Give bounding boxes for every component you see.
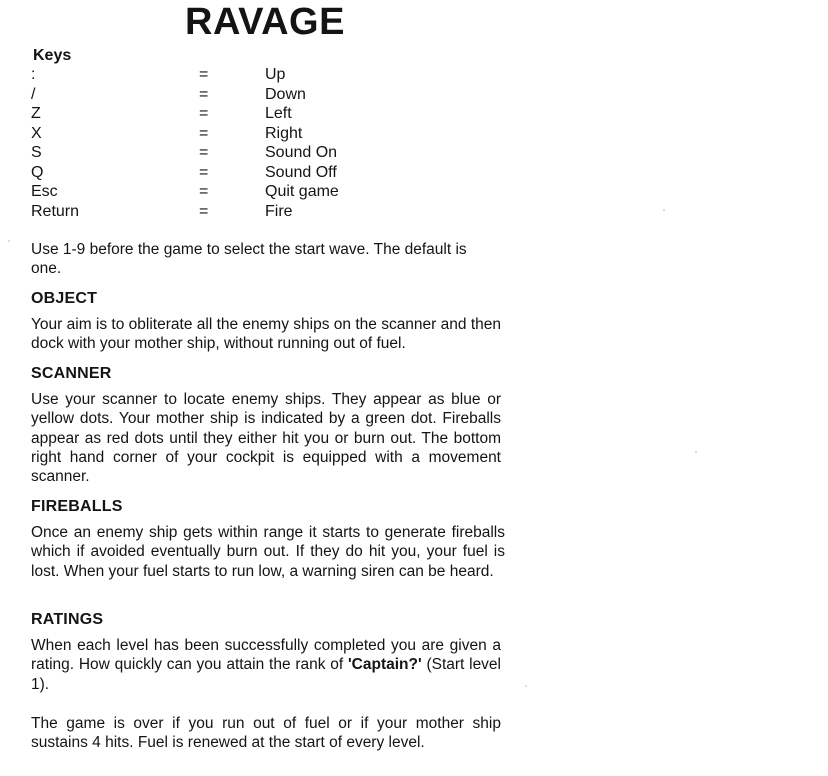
key-action: Left — [265, 105, 292, 122]
key-row — [31, 202, 431, 222]
ratings-text: When each level has been successfully completed you are given a rating. How quickly can you attain the rank of — [31, 637, 501, 674]
equals-sign: = — [199, 163, 209, 181]
ratings-text-end: (Start level 1). — [31, 656, 501, 693]
key-name: Esc — [31, 183, 58, 200]
fireballs-heading: FIREBALLS — [31, 498, 123, 515]
equals-sign: = — [199, 105, 209, 122]
key-row — [31, 143, 431, 163]
equals-sign: = — [199, 144, 209, 161]
key-row — [31, 124, 431, 144]
key-name: S — [31, 144, 42, 161]
object-paragraph: Your aim is to obliterate all the enemy ships on the scanner and then dock with your mother ship, without running out of fuel. — [31, 316, 501, 353]
key-action: Fire — [265, 202, 293, 220]
keys-table — [31, 65, 431, 221]
key-row — [31, 65, 431, 85]
key-action: Down — [265, 85, 306, 103]
scanner-heading: SCANNER — [31, 365, 112, 382]
scan-speck — [695, 451, 697, 453]
equals-sign: = — [199, 183, 209, 200]
key-row — [31, 104, 431, 124]
scan-speck — [525, 685, 527, 687]
key-row — [31, 182, 431, 202]
key-row — [31, 163, 431, 183]
page-title: RAVAGE — [185, 1, 345, 43]
scan-speck — [8, 240, 10, 242]
ratings-heading: RATINGS — [31, 611, 104, 628]
object-heading: OBJECT — [31, 290, 98, 307]
key-action: Quit game — [265, 183, 339, 200]
key-name: / — [31, 85, 36, 103]
equals-sign: = — [199, 202, 209, 220]
key-name: Z — [31, 105, 41, 122]
key-action: Right — [265, 124, 303, 142]
key-action: Sound On — [265, 144, 338, 161]
scanner-paragraph: Use your scanner to locate enemy ships. They appear as blue or yellow dots. Your mother ship is indicated by a green dot. Fireballs appear as red dots until they either hit you or burn out. The bottom right hand corner of your cockpit is equipped with a movement scanner. — [31, 391, 501, 486]
equals-sign: = — [199, 66, 209, 83]
ratings-paragraph — [31, 636, 501, 694]
ending-paragraph: The game is over if you run out of fuel or if your mother ship sustains 4 hits. Fuel is renewed at the start of every level. — [31, 715, 501, 752]
key-name: X — [31, 124, 42, 142]
fireballs-paragraph: Once an enemy ship gets within range it starts to generate fireballs which if avoided eventually burn out. If they do hit you, your fuel is lost. When your fuel starts to run low, a warning siren can be heard. — [31, 524, 505, 580]
key-row — [31, 85, 431, 105]
key-name: : — [31, 66, 36, 83]
key-action: Up — [265, 66, 286, 83]
keys-heading: Keys — [33, 47, 72, 64]
key-action: Sound Off — [265, 163, 337, 181]
key-name: Return — [31, 202, 80, 220]
captain-rank: 'Captain?' — [347, 656, 422, 674]
equals-sign: = — [199, 124, 209, 142]
scan-speck — [663, 209, 665, 211]
intro-paragraph: Use 1-9 before the game to select the start wave. The default is one. — [31, 241, 467, 278]
equals-sign: = — [199, 85, 209, 103]
key-name: Q — [31, 163, 44, 181]
